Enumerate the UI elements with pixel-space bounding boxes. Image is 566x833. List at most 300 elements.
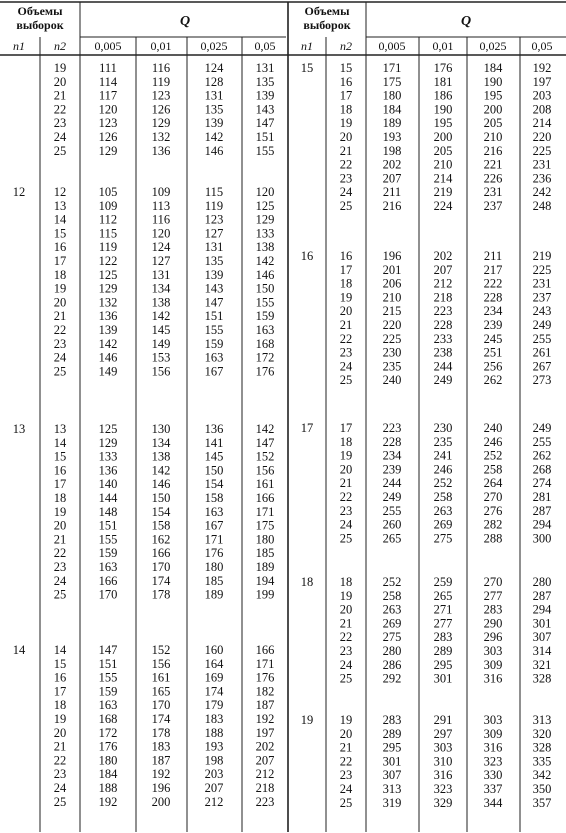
critical-value: 190 bbox=[483, 74, 503, 89]
critical-value: 228 bbox=[483, 290, 503, 305]
critical-value: 125 bbox=[255, 198, 275, 213]
critical-value: 350 bbox=[532, 782, 552, 796]
critical-value: 155 bbox=[204, 323, 224, 337]
critical-value: 111 bbox=[99, 61, 117, 75]
critical-value: 328 bbox=[532, 671, 552, 686]
n2-value: 22 bbox=[339, 630, 353, 645]
critical-value: 136 bbox=[98, 309, 118, 324]
critical-value: 323 bbox=[433, 782, 453, 796]
critical-value: 294 bbox=[532, 602, 552, 617]
n2-value: 20 bbox=[339, 462, 353, 477]
n2-value: 21 bbox=[339, 318, 353, 332]
n2-value: 20 bbox=[339, 130, 353, 144]
critical-value: 270 bbox=[483, 490, 503, 504]
critical-value: 174 bbox=[151, 573, 171, 588]
critical-value: 179 bbox=[204, 698, 224, 713]
critical-value: 263 bbox=[433, 503, 453, 518]
critical-value: 155 bbox=[98, 670, 118, 685]
critical-value: 142 bbox=[255, 254, 275, 268]
n2-value: 20 bbox=[339, 602, 353, 617]
critical-value: 288 bbox=[483, 531, 503, 546]
critical-value: 289 bbox=[433, 644, 453, 658]
critical-value: 160 bbox=[204, 643, 224, 657]
critical-value: 210 bbox=[433, 157, 453, 172]
critical-value: 328 bbox=[532, 740, 552, 755]
critical-value: 163 bbox=[98, 698, 118, 713]
critical-value: 176 bbox=[255, 670, 275, 685]
critical-value: 175 bbox=[255, 518, 275, 533]
critical-value: 141 bbox=[204, 435, 224, 450]
n2-value: 20 bbox=[53, 295, 67, 310]
n2-value: 19 bbox=[339, 588, 353, 603]
critical-value: 214 bbox=[433, 171, 453, 186]
critical-value: 192 bbox=[255, 712, 275, 726]
critical-value: 230 bbox=[382, 345, 402, 360]
critical-value: 128 bbox=[204, 74, 224, 89]
critical-value: 146 bbox=[151, 477, 171, 492]
table-body-right bbox=[301, 61, 552, 810]
critical-value: 139 bbox=[98, 323, 118, 337]
critical-value: 142 bbox=[151, 463, 171, 478]
critical-value: 159 bbox=[204, 336, 224, 351]
critical-value: 321 bbox=[532, 657, 552, 672]
critical-value: 151 bbox=[255, 130, 275, 144]
critical-value: 193 bbox=[204, 739, 224, 754]
critical-value: 225 bbox=[532, 262, 552, 277]
critical-value: 139 bbox=[204, 116, 224, 131]
n2-value: 12 bbox=[53, 185, 67, 199]
n2-value: 20 bbox=[53, 74, 67, 89]
critical-value: 185 bbox=[255, 546, 275, 561]
critical-value: 105 bbox=[98, 185, 118, 199]
critical-value: 132 bbox=[151, 130, 171, 144]
critical-value: 323 bbox=[483, 754, 503, 769]
critical-value: 119 bbox=[204, 198, 224, 213]
critical-value: 212 bbox=[255, 767, 275, 782]
critical-value: 212 bbox=[433, 276, 453, 291]
critical-value: 219 bbox=[532, 249, 552, 263]
critical-value: 142 bbox=[204, 130, 224, 144]
n2-value: 15 bbox=[339, 61, 353, 75]
critical-value: 172 bbox=[255, 350, 275, 365]
q-level-header: 0,025 bbox=[479, 39, 507, 53]
n2-value: 15 bbox=[53, 449, 67, 464]
n1-value: 19 bbox=[300, 713, 314, 727]
n2-value: 18 bbox=[53, 267, 67, 282]
n1-header: n1 bbox=[301, 39, 313, 53]
critical-value: 151 bbox=[98, 656, 118, 671]
critical-value: 129 bbox=[151, 116, 171, 131]
critical-value: 168 bbox=[255, 336, 275, 351]
critical-value: 170 bbox=[151, 560, 171, 574]
critical-value: 228 bbox=[382, 434, 402, 449]
critical-value: 142 bbox=[151, 309, 171, 324]
n1-value: 12 bbox=[12, 185, 26, 199]
critical-value: 255 bbox=[532, 331, 552, 346]
critical-value: 171 bbox=[204, 532, 224, 547]
critical-value: 313 bbox=[532, 713, 552, 727]
critical-value: 255 bbox=[382, 503, 402, 518]
critical-value: 246 bbox=[433, 462, 453, 477]
critical-value: 146 bbox=[255, 267, 275, 282]
critical-value: 223 bbox=[255, 794, 275, 809]
critical-value: 129 bbox=[98, 435, 118, 450]
critical-value: 216 bbox=[483, 143, 503, 158]
critical-value: 159 bbox=[98, 546, 118, 561]
critical-value: 156 bbox=[255, 463, 275, 478]
critical-value: 161 bbox=[255, 477, 275, 492]
n2-value: 17 bbox=[339, 421, 353, 435]
critical-value: 142 bbox=[255, 422, 275, 436]
n2-value: 16 bbox=[53, 463, 67, 478]
critical-value: 269 bbox=[382, 616, 402, 631]
critical-value: 303 bbox=[433, 740, 453, 755]
critical-value: 314 bbox=[532, 644, 552, 658]
critical-value: 277 bbox=[433, 616, 453, 631]
critical-value: 239 bbox=[382, 462, 402, 477]
table-body-left bbox=[13, 61, 275, 809]
critical-value: 186 bbox=[433, 88, 453, 103]
q-level-header: 0,005 bbox=[94, 39, 122, 53]
critical-value: 219 bbox=[433, 185, 453, 200]
critical-value: 283 bbox=[382, 713, 402, 727]
critical-value: 246 bbox=[483, 434, 503, 449]
critical-value: 249 bbox=[382, 490, 402, 504]
n2-value: 14 bbox=[53, 212, 67, 227]
critical-value: 297 bbox=[433, 726, 453, 741]
critical-value: 310 bbox=[433, 754, 453, 769]
critical-value: 222 bbox=[483, 276, 503, 291]
n2-value: 21 bbox=[339, 616, 353, 631]
n2-value: 22 bbox=[53, 546, 67, 561]
critical-value: 112 bbox=[98, 212, 118, 227]
n2-value: 20 bbox=[339, 304, 353, 319]
n2-value: 22 bbox=[339, 754, 353, 769]
critical-value: 180 bbox=[98, 753, 118, 768]
critical-value: 120 bbox=[255, 185, 275, 199]
critical-value: 126 bbox=[98, 130, 118, 144]
critical-value: 207 bbox=[382, 171, 402, 186]
critical-value: 335 bbox=[532, 754, 552, 769]
critical-value: 169 bbox=[204, 670, 224, 685]
table-header bbox=[13, 4, 553, 53]
critical-value: 180 bbox=[204, 560, 224, 574]
n2-value: 25 bbox=[339, 199, 353, 213]
n2-value: 24 bbox=[339, 517, 353, 532]
n2-value: 25 bbox=[53, 587, 67, 602]
critical-value: 166 bbox=[98, 573, 118, 588]
critical-value: 189 bbox=[204, 587, 224, 602]
critical-value: 240 bbox=[382, 373, 402, 388]
n2-value: 25 bbox=[53, 364, 67, 379]
critical-value: 176 bbox=[433, 61, 453, 75]
critical-value: 139 bbox=[255, 88, 275, 103]
critical-value: 224 bbox=[433, 199, 453, 213]
critical-value: 200 bbox=[433, 130, 453, 144]
critical-value: 115 bbox=[204, 185, 224, 199]
critical-value: 123 bbox=[98, 116, 118, 131]
critical-value: 201 bbox=[382, 262, 402, 277]
critical-value: 187 bbox=[255, 698, 275, 713]
critical-value: 237 bbox=[532, 290, 552, 305]
n2-value: 21 bbox=[339, 740, 353, 755]
critical-value: 181 bbox=[433, 74, 453, 89]
critical-value: 188 bbox=[204, 725, 224, 740]
critical-value: 300 bbox=[532, 531, 552, 546]
critical-value: 174 bbox=[204, 684, 224, 699]
critical-value: 248 bbox=[532, 199, 552, 213]
critical-value: 252 bbox=[433, 476, 453, 491]
critical-value: 235 bbox=[433, 434, 453, 449]
n2-value: 14 bbox=[53, 435, 67, 450]
critical-value: 287 bbox=[532, 588, 552, 603]
n2-value: 19 bbox=[53, 281, 67, 296]
critical-value: 215 bbox=[382, 304, 402, 319]
q-level-header: 0,01 bbox=[432, 39, 454, 53]
critical-value: 251 bbox=[483, 345, 503, 360]
critical-value: 189 bbox=[255, 560, 275, 574]
critical-value: 120 bbox=[151, 226, 171, 241]
critical-value: 155 bbox=[255, 143, 275, 158]
critical-value: 316 bbox=[483, 740, 503, 755]
critical-value: 225 bbox=[532, 143, 552, 158]
critical-value: 255 bbox=[532, 434, 552, 449]
critical-value: 171 bbox=[255, 504, 275, 519]
critical-value: 206 bbox=[382, 276, 402, 291]
critical-value: 276 bbox=[483, 503, 503, 518]
critical-value: 252 bbox=[382, 575, 402, 589]
critical-value: 256 bbox=[483, 359, 503, 374]
n2-value: 23 bbox=[53, 116, 67, 131]
critical-value: 192 bbox=[98, 794, 118, 809]
n2-value: 19 bbox=[53, 712, 67, 726]
n2-value: 23 bbox=[339, 345, 353, 360]
n2-value: 24 bbox=[339, 185, 353, 200]
q-level-header: 0,005 bbox=[378, 39, 406, 53]
n2-value: 16 bbox=[339, 74, 353, 89]
critical-value: 303 bbox=[483, 713, 503, 727]
n2-value: 19 bbox=[339, 116, 353, 131]
critical-value: 149 bbox=[151, 336, 171, 351]
critical-value: 126 bbox=[151, 102, 171, 117]
critical-value: 270 bbox=[483, 575, 503, 589]
critical-value: 218 bbox=[433, 290, 453, 305]
critical-value: 146 bbox=[98, 350, 118, 365]
n2-value: 19 bbox=[53, 61, 67, 75]
critical-value: 184 bbox=[98, 767, 118, 782]
critical-value: 211 bbox=[382, 185, 402, 200]
critical-value: 152 bbox=[151, 643, 171, 657]
critical-value: 131 bbox=[255, 61, 275, 75]
n2-value: 25 bbox=[53, 143, 67, 158]
critical-value: 234 bbox=[382, 448, 402, 463]
critical-value: 116 bbox=[151, 61, 171, 75]
n2-value: 24 bbox=[339, 657, 353, 672]
critical-value: 319 bbox=[382, 795, 402, 810]
critical-value: 147 bbox=[204, 295, 224, 310]
critical-value: 109 bbox=[151, 185, 171, 199]
critical-value: 163 bbox=[204, 504, 224, 519]
n2-value: 24 bbox=[53, 130, 67, 144]
n2-header: n2 bbox=[54, 39, 66, 53]
critical-value: 301 bbox=[382, 754, 402, 769]
critical-value: 161 bbox=[151, 670, 171, 685]
n2-value: 22 bbox=[53, 323, 67, 337]
critical-value: 259 bbox=[433, 575, 453, 589]
critical-value: 144 bbox=[98, 491, 118, 505]
critical-value: 163 bbox=[255, 323, 275, 337]
q-header: Q bbox=[179, 14, 191, 29]
critical-value: 249 bbox=[532, 421, 552, 435]
critical-value: 156 bbox=[151, 364, 171, 379]
n2-value: 19 bbox=[339, 290, 353, 305]
samples-label: выборок bbox=[16, 18, 64, 32]
n2-value: 18 bbox=[53, 491, 67, 505]
critical-value: 147 bbox=[255, 116, 275, 131]
critical-value: 199 bbox=[255, 587, 275, 602]
critical-value: 208 bbox=[532, 102, 552, 117]
critical-value: 295 bbox=[382, 740, 402, 755]
critical-value: 150 bbox=[151, 491, 171, 505]
n2-value: 23 bbox=[53, 560, 67, 574]
critical-value: 136 bbox=[98, 463, 118, 478]
critical-value: 172 bbox=[98, 725, 118, 740]
critical-value: 188 bbox=[98, 781, 118, 795]
critical-value: 342 bbox=[532, 768, 552, 783]
critical-value: 307 bbox=[382, 768, 402, 783]
critical-value: 154 bbox=[151, 504, 171, 519]
critical-value: 183 bbox=[204, 712, 224, 726]
critical-value: 296 bbox=[483, 630, 503, 645]
n2-value: 24 bbox=[339, 782, 353, 796]
n2-value: 17 bbox=[339, 88, 353, 103]
critical-value: 281 bbox=[532, 490, 552, 504]
critical-value: 258 bbox=[433, 490, 453, 504]
critical-value: 114 bbox=[98, 74, 118, 89]
critical-value: 135 bbox=[204, 254, 224, 268]
n2-value: 25 bbox=[339, 795, 353, 810]
critical-value: 150 bbox=[255, 281, 275, 296]
critical-value: 185 bbox=[204, 573, 224, 588]
critical-value: 313 bbox=[382, 782, 402, 796]
n2-value: 25 bbox=[339, 671, 353, 686]
critical-value: 142 bbox=[98, 336, 118, 351]
q-level-header: 0,05 bbox=[531, 39, 553, 53]
critical-value: 275 bbox=[433, 531, 453, 546]
critical-value: 226 bbox=[483, 171, 503, 186]
critical-value: 197 bbox=[255, 725, 275, 740]
n2-value: 21 bbox=[53, 532, 67, 547]
n2-value: 18 bbox=[339, 575, 353, 589]
n2-value: 25 bbox=[53, 794, 67, 809]
critical-value: 168 bbox=[98, 712, 118, 726]
critical-value: 138 bbox=[151, 449, 171, 464]
critical-value: 307 bbox=[532, 630, 552, 645]
critical-value: 132 bbox=[98, 295, 118, 310]
n2-value: 15 bbox=[53, 226, 67, 241]
critical-value: 249 bbox=[532, 318, 552, 332]
critical-value: 261 bbox=[532, 345, 552, 360]
critical-value: 123 bbox=[204, 212, 224, 227]
n2-value: 24 bbox=[339, 359, 353, 374]
critical-value: 196 bbox=[151, 781, 171, 795]
critical-value: 262 bbox=[532, 448, 552, 463]
n2-value: 21 bbox=[53, 309, 67, 324]
n2-value: 22 bbox=[339, 157, 353, 172]
critical-value: 155 bbox=[255, 295, 275, 310]
critical-value: 176 bbox=[255, 364, 275, 379]
critical-value: 210 bbox=[382, 290, 402, 305]
critical-value: 274 bbox=[532, 476, 552, 491]
q-level-header: 0,01 bbox=[150, 39, 172, 53]
critical-value: 183 bbox=[151, 739, 171, 754]
critical-value: 133 bbox=[255, 226, 275, 241]
n2-value: 23 bbox=[53, 767, 67, 782]
critical-value: 152 bbox=[255, 449, 275, 464]
critical-value: 205 bbox=[483, 116, 503, 131]
critical-value: 116 bbox=[151, 212, 171, 227]
critical-value: 159 bbox=[255, 309, 275, 324]
critical-value: 220 bbox=[532, 130, 552, 144]
n2-value: 18 bbox=[53, 698, 67, 713]
critical-value: 271 bbox=[433, 602, 453, 617]
critical-value: 127 bbox=[151, 254, 171, 268]
critical-value: 158 bbox=[151, 518, 171, 533]
critical-value: 189 bbox=[382, 116, 402, 131]
critical-value: 282 bbox=[483, 517, 503, 532]
n2-value: 13 bbox=[53, 422, 67, 436]
n2-value: 18 bbox=[339, 276, 353, 291]
n2-value: 17 bbox=[53, 684, 67, 699]
n2-value: 19 bbox=[339, 713, 353, 727]
critical-value: 147 bbox=[98, 643, 118, 657]
critical-value: 329 bbox=[433, 795, 453, 810]
n2-value: 22 bbox=[53, 102, 67, 117]
critical-value: 125 bbox=[98, 422, 118, 436]
critical-value: 258 bbox=[382, 588, 402, 603]
n2-value: 22 bbox=[53, 753, 67, 768]
critical-value: 202 bbox=[255, 739, 275, 754]
critical-value: 122 bbox=[98, 254, 118, 268]
critical-value: 262 bbox=[483, 373, 503, 388]
critical-value: 344 bbox=[483, 795, 503, 810]
critical-value: 176 bbox=[204, 546, 224, 561]
n2-value: 25 bbox=[339, 531, 353, 546]
critical-value: 180 bbox=[382, 88, 402, 103]
critical-value: 283 bbox=[433, 630, 453, 645]
critical-value: 237 bbox=[483, 199, 503, 213]
critical-value: 175 bbox=[382, 74, 402, 89]
n2-value: 14 bbox=[53, 643, 67, 657]
critical-value: 171 bbox=[255, 656, 275, 671]
n2-value: 22 bbox=[339, 331, 353, 346]
critical-value: 119 bbox=[98, 240, 118, 255]
critical-value: 180 bbox=[255, 532, 275, 547]
critical-value: 133 bbox=[98, 449, 118, 464]
samples-label: Объемы bbox=[304, 4, 350, 18]
critical-value: 131 bbox=[151, 267, 171, 282]
critical-value: 130 bbox=[151, 422, 171, 436]
critical-value: 131 bbox=[204, 88, 224, 103]
critical-value: 269 bbox=[433, 517, 453, 532]
critical-value: 143 bbox=[204, 281, 224, 296]
critical-value: 162 bbox=[151, 532, 171, 547]
critical-value: 234 bbox=[483, 304, 503, 319]
critical-value: 207 bbox=[204, 781, 224, 795]
n2-value: 16 bbox=[339, 249, 353, 263]
critical-value: 178 bbox=[151, 587, 171, 602]
critical-value: 280 bbox=[532, 575, 552, 589]
